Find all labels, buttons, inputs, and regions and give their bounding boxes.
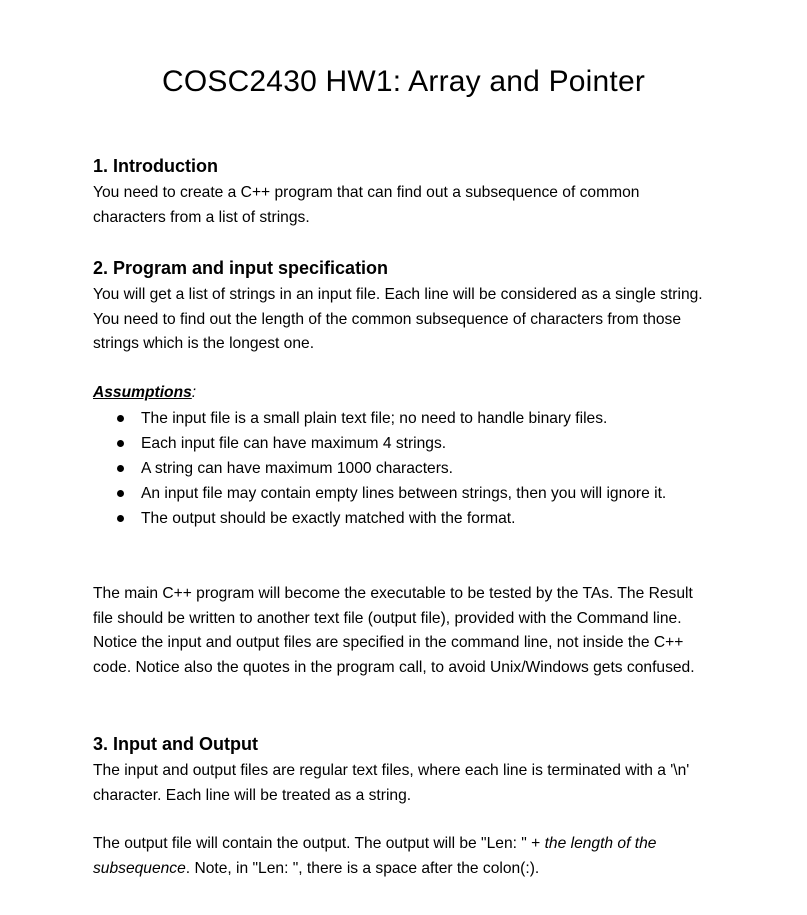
section-heading-program-spec: 2. Program and input specification [93,258,389,278]
assumptions-heading [93,381,196,405]
bullet-icon [117,465,124,472]
document-title: COSC2430 HW1: Array and Pointer [161,65,646,98]
assumptions-label: Assumptions [93,384,192,401]
input-output-paragraph: The input and output files are regular text files, where each line is terminated with a '\n' character. Each line will be treated as a string. [93,762,690,804]
list-item-text: A string can have maximum 1000 characters. [141,460,454,477]
assumptions-list [115,406,715,531]
list-item [115,506,715,531]
bullet-icon [117,490,124,497]
program-spec-paragraph: You will get a list of strings in an input file. Each line will be considered as a single string. You need to find out the length of the common subsequence of characters from those strings which is the longest one. [93,286,703,352]
list-item [115,456,715,481]
output-format-paragraph [93,832,718,881]
introduction-paragraph: You need to create a C++ program that can find out a subsequence of common characters from a list of strings. [93,184,640,226]
list-item [115,406,715,431]
output-format-prefix: The output file will contain the output. The output will be "Len: " + [93,835,545,852]
list-item [115,431,715,456]
bullet-icon [117,440,124,447]
main-program-paragraph: The main C++ program will become the executable to be tested by the TAs. The Result file should be written to another text file (output file), provided with the Command line. Notice the input and output files are specified in the command line, not inside the C++ code. Notice also the quotes in the program call, to avoid Unix/Windows gets confused. [93,585,695,676]
list-item-text: Each input file can have maximum 4 strings. [141,435,447,452]
bullet-icon [117,515,124,522]
output-format-emphasis: the length of the subsequence [93,835,657,877]
list-item-text: An input file may contain empty lines between strings, then you will ignore it. [141,485,667,502]
list-item-text: The input file is a small plain text file; no need to handle binary files. [141,410,608,427]
section-heading-input-output: 3. Input and Output [93,734,258,754]
output-format-suffix: . Note, in "Len: ", there is a space after the colon(:). [185,859,540,877]
section-heading-introduction: 1. Introduction [93,156,218,176]
list-item [115,481,715,506]
assumptions-colon: : [191,384,197,401]
bullet-icon [117,415,124,422]
list-item-text: The output should be exactly matched with the format. [141,510,516,527]
